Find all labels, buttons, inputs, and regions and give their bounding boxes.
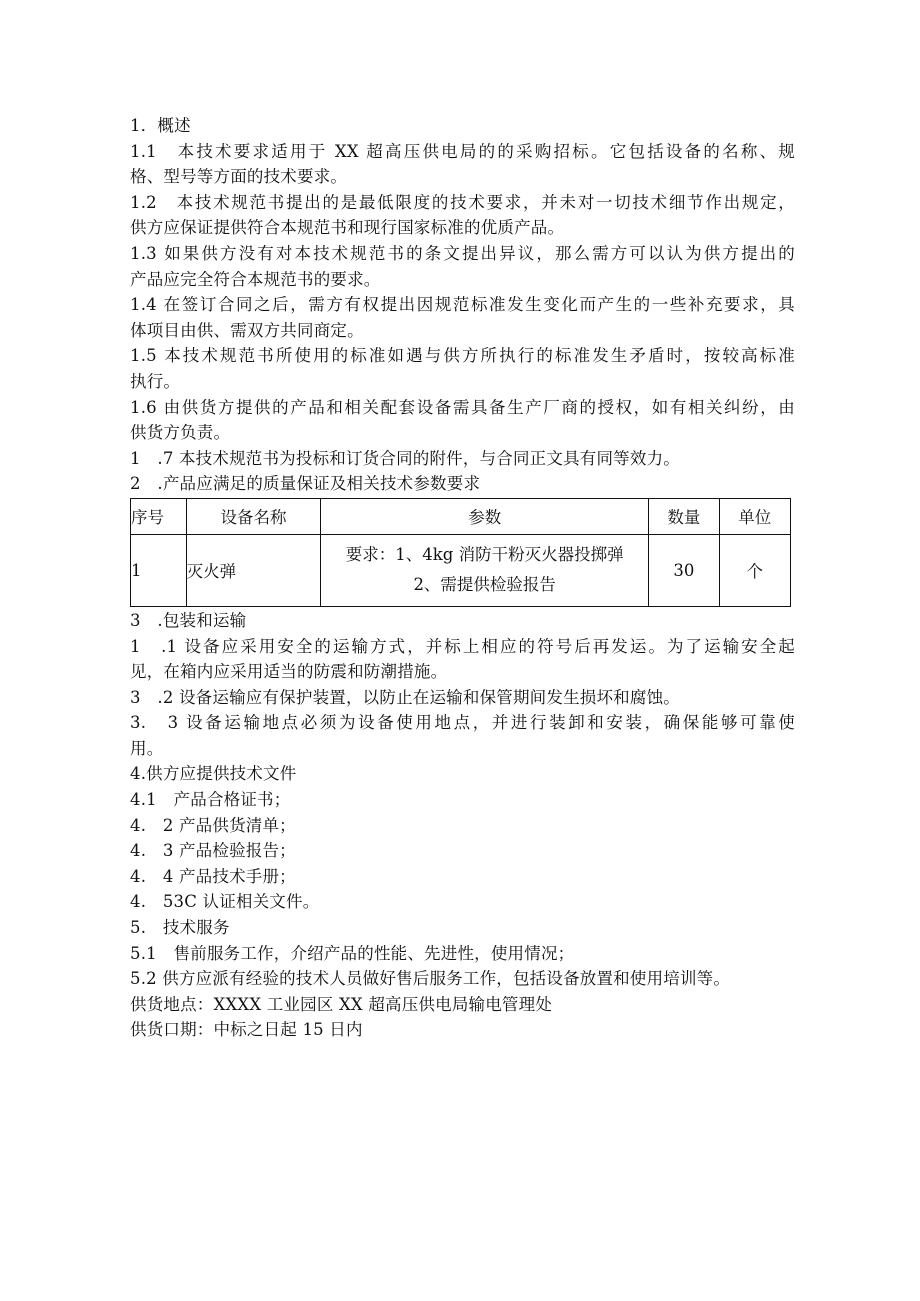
delivery-location: 供货地点：XXXX 工业园区 XX 超高压供电局输电管理处 bbox=[130, 994, 553, 1014]
clause-1-1-line-1: 1.1 本技术要求适用于 XX 超高压供电局的的采购招标。它包括设备的名称、规 bbox=[130, 141, 795, 161]
clause-1-7: 1 .7 本技术规范书为投标和订货合同的附件，与合同正文具有同等效力。 bbox=[130, 448, 680, 468]
clause-1-2-line-1: 1.2 本技术规范书提出的是最低限度的技术要求，并未对一切技术细节作出规定， bbox=[130, 192, 795, 212]
header-no: 序号 bbox=[131, 498, 187, 534]
clause-1-6-line-1: 1.6 由供货方提供的产品和相关配套设备需具备生产厂商的授权，如有相关纠纷，由 bbox=[130, 397, 795, 417]
clause-3-3-line-2: 用。 bbox=[130, 738, 164, 758]
clause-3-2: 3 .2 设备运输应有保护装置，以防止在运输和保管期间发生损坏和腐蚀。 bbox=[130, 687, 680, 707]
table-header-row bbox=[131, 498, 791, 534]
param-line-1: 要求：1、4kg 消防干粉灭火器投掷弹 bbox=[345, 545, 624, 565]
clause-1-4-line-2: 体项目由供、需双方共同商定。 bbox=[130, 320, 364, 340]
clause-3-1-line-2: 见，在箱内应采用适当的防震和防潮措施。 bbox=[130, 662, 448, 682]
clause-1-4-line-1: 1.4 在签订合同之后，需方有权提出因规范标准发生变化而产生的一些补充要求，具 bbox=[130, 295, 795, 315]
header-unit: 单位 bbox=[719, 498, 790, 534]
clause-1-3-line-2: 产品应完全符合本规范书的要求。 bbox=[130, 269, 381, 289]
cell-params bbox=[321, 534, 649, 606]
section-5-heading: 5. 技术服务 bbox=[130, 918, 230, 938]
list-item: 4. 53C 认证相关文件。 bbox=[130, 892, 320, 912]
clause-5-2: 5.2 供方应派有经验的技术人员做好售后服务工作，包括设备放置和使用培训等。 bbox=[130, 969, 731, 989]
section-3-heading: 3 .包装和运输 bbox=[130, 610, 247, 630]
list-item: 4. 2 产品供货清单； bbox=[130, 815, 296, 835]
list-item: 4. 4 产品技术手册； bbox=[130, 866, 296, 886]
clause-1-3-line-1: 1.3 如果供方没有对本技术规范书的条文提出异议，那么需方可以认为供方提出的 bbox=[130, 243, 795, 263]
delivery-date: 供货口期：中标之日起 15 日内 bbox=[130, 1020, 363, 1040]
clause-1-1-line-2: 格、型号等方面的技术要求。 bbox=[130, 167, 348, 187]
section-1-heading: 1．概述 bbox=[130, 116, 191, 135]
clause-1-6-line-2: 供货方负责。 bbox=[130, 423, 231, 443]
document-page bbox=[130, 113, 795, 1043]
clause-5-1: 5.1 售前服务工作，介绍产品的性能、先进性，使用情况； bbox=[130, 943, 575, 963]
clause-3-1-line-1: 1 .1 设备应采用安全的运输方式，并标上相应的符号后再发运。为了运输安全起 bbox=[130, 636, 795, 656]
cell-unit: 个 bbox=[719, 534, 790, 606]
section-4-heading: 4.供方应提供技术文件 bbox=[130, 764, 297, 784]
cell-no: 1 bbox=[131, 534, 187, 606]
clause-1-5-line-1: 1.5 本技术规范书所使用的标准如遇与供方所执行的标准发生矛盾时，按较高标准 bbox=[130, 346, 795, 366]
header-params: 参数 bbox=[321, 498, 649, 534]
cell-qty: 30 bbox=[649, 534, 719, 606]
header-qty: 数量 bbox=[649, 498, 719, 534]
cell-name: 灭火弹 bbox=[186, 534, 321, 606]
clause-1-5-line-2: 执行。 bbox=[130, 371, 181, 391]
header-name: 设备名称 bbox=[186, 498, 321, 534]
table-row bbox=[131, 534, 791, 606]
section-2-heading: 2 .产品应满足的质量保证及相关技术参数要求 bbox=[130, 474, 481, 494]
param-line-2: 2、需提供检验报告 bbox=[413, 575, 556, 595]
clause-3-3-line-1: 3. 3 设备运输地点必须为设备使用地点，并进行装卸和安装，确保能够可靠使 bbox=[130, 713, 795, 733]
clause-1-2-line-2: 供方应保证提供符合本规范书和现行国家标准的优质产品。 bbox=[130, 218, 565, 238]
parameter-table bbox=[130, 498, 791, 607]
list-item: 4. 3 产品检验报告； bbox=[130, 841, 296, 861]
list-item: 4.1 产品合格证书； bbox=[130, 790, 291, 810]
